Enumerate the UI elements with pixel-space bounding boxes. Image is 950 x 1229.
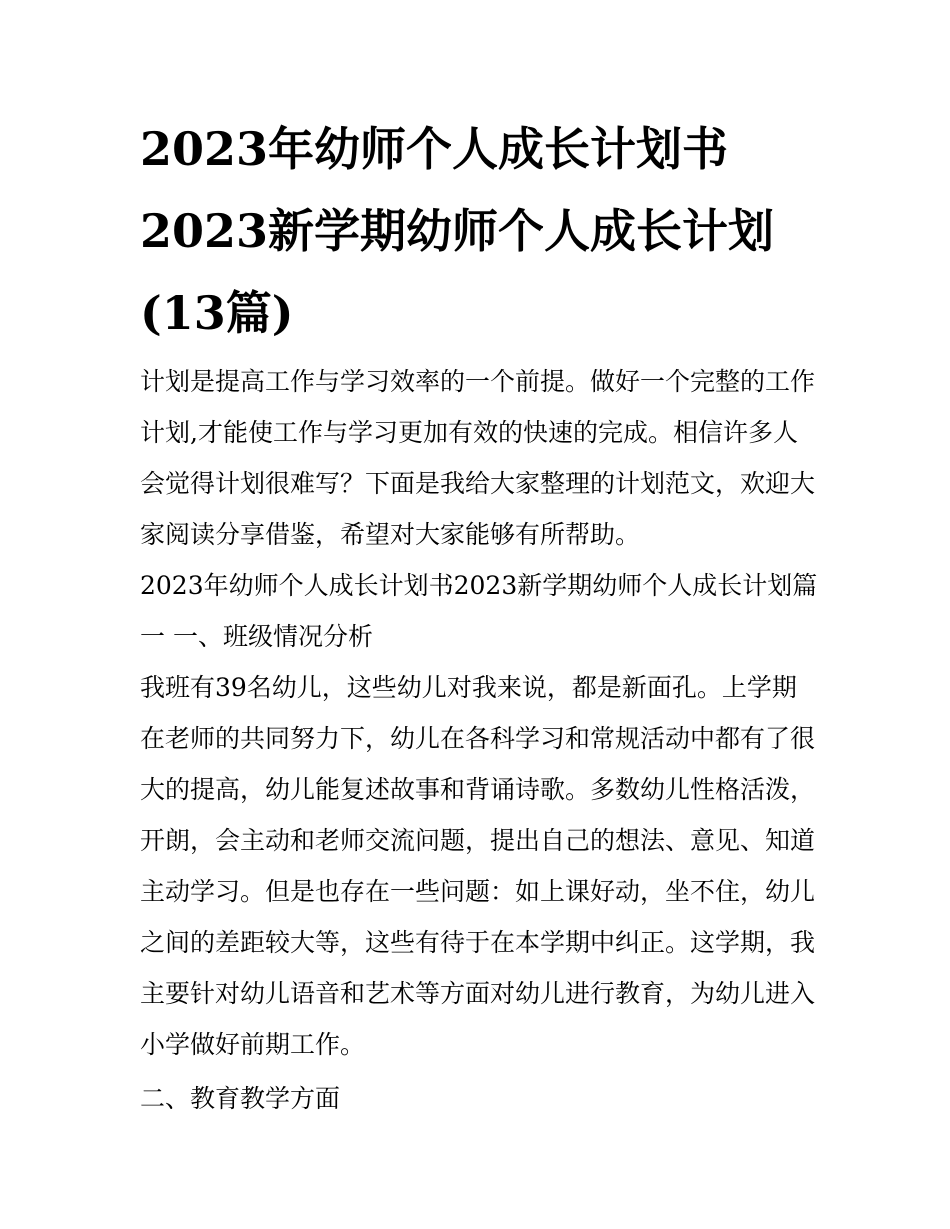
intro-paragraph <box>140 356 820 560</box>
education-subheading: 二、教育教学方面 <box>140 1084 341 1113</box>
intro-line: 会觉得计划很难写？下面是我给大家整理的计划范文，欢迎大 <box>140 469 816 498</box>
document-title <box>140 108 820 354</box>
title-line-2: 2023新学期幼师个人成长计划 <box>140 204 775 258</box>
intro-line: 计划是提高工作与学习效率的一个前提。做好一个完整的工作 <box>140 367 816 396</box>
section-heading-line: 一 一、班级情况分析 <box>140 622 373 651</box>
title-line-3: (13篇) <box>140 286 294 340</box>
paragraph-line: 主要针对幼儿语音和艺术等方面对幼儿进行教育，为幼儿进入 <box>140 979 816 1008</box>
paragraph-line: 小学做好前期工作。 <box>140 1030 366 1059</box>
paragraph-line: 我班有39名幼儿，这些幼儿对我来说，都是新面孔。上学期 <box>140 673 797 702</box>
paragraph-line: 开朗，会主动和老师交流问题，提出自己的想法、意见、知道 <box>140 826 816 855</box>
title-line-1: 2023年幼师个人成长计划书 <box>140 122 729 176</box>
intro-line: 计划,才能使工作与学习更加有效的快速的完成。相信许多人 <box>140 418 798 447</box>
intro-line: 家阅读分享借鉴，希望对大家能够有所帮助。 <box>140 520 641 549</box>
paragraph-line: 在老师的共同努力下，幼儿在各科学习和常规活动中都有了很 <box>140 724 816 753</box>
class-analysis-paragraph <box>140 662 820 1070</box>
section-heading <box>140 560 820 662</box>
paragraph-line: 之间的差距较大等，这些有待于在本学期中纠正。这学期，我 <box>140 928 816 957</box>
document-body <box>140 356 820 1124</box>
section-heading-line: 2023年幼师个人成长计划书2023新学期幼师个人成长计划篇 <box>140 571 818 600</box>
paragraph-line: 主动学习。但是也存在一些问题：如上课好动，坐不住，幼儿 <box>140 877 816 906</box>
paragraph-line: 大的提高，幼儿能复述故事和背诵诗歌。多数幼儿性格活泼， <box>140 775 816 804</box>
